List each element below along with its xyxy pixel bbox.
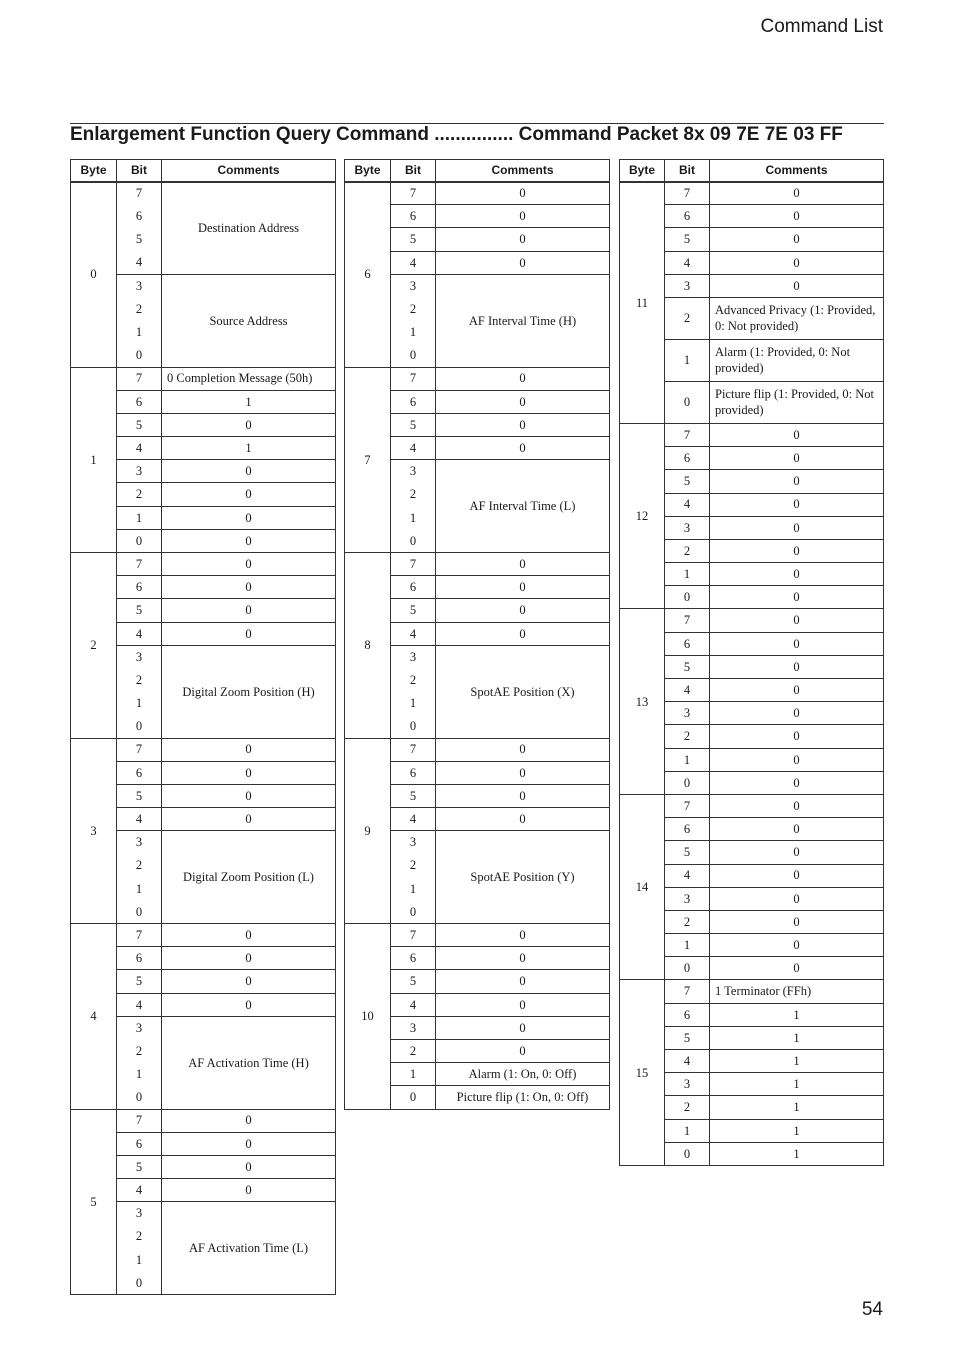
bit-number: 6 — [117, 761, 162, 784]
bit-number: 1 — [117, 321, 162, 344]
bit-number: 5 — [665, 470, 710, 493]
page-number: 54 — [861, 1299, 883, 1320]
bit-comment: 0 — [436, 205, 610, 228]
bit-comment: AF Interval Time (H) — [436, 274, 610, 367]
bit-header: Bit — [117, 160, 162, 182]
bit-number: 6 — [391, 576, 436, 599]
bit-comment: 0 — [162, 553, 336, 576]
byte-header: Byte — [71, 160, 117, 182]
byte-number: 14 — [620, 794, 665, 980]
byte-number: 11 — [620, 182, 665, 424]
bit-comment: 1 — [710, 1096, 884, 1119]
bit-number: 6 — [117, 947, 162, 970]
command-table-3 — [619, 159, 884, 1166]
bit-comment: 0 — [710, 934, 884, 957]
bit-number: 6 — [391, 761, 436, 784]
bit-number: 1 — [117, 1248, 162, 1271]
byte-number: 4 — [71, 924, 117, 1110]
bit-number: 1 — [391, 877, 436, 900]
bit-number: 5 — [117, 970, 162, 993]
bit-number: 7 — [391, 182, 436, 205]
bit-comment: 0 — [162, 970, 336, 993]
bit-header: Bit — [391, 160, 436, 182]
bit-comment: 0 — [436, 413, 610, 436]
bit-number: 3 — [391, 831, 436, 854]
bit-number: 2 — [117, 668, 162, 691]
section-title: Enlargement Function Query Command ............... Command Packet 8x 09 7E 7E 03 FF — [70, 124, 843, 145]
byte-header: Byte — [345, 160, 391, 182]
bit-comment: 0 — [710, 539, 884, 562]
byte-number: 6 — [345, 182, 391, 368]
table-header-row — [345, 160, 610, 182]
bit-number: 4 — [117, 1179, 162, 1202]
bit-number: 5 — [391, 228, 436, 251]
bit-number: 0 — [117, 900, 162, 923]
bit-number: 7 — [117, 553, 162, 576]
bit-comment: 0 — [436, 251, 610, 274]
bit-number: 2 — [117, 483, 162, 506]
bit-comment: 0 — [162, 1155, 336, 1178]
bit-comment: 0 — [710, 655, 884, 678]
table-row — [71, 924, 336, 947]
bit-number: 2 — [117, 297, 162, 320]
bit-number: 6 — [391, 205, 436, 228]
bit-number: 3 — [665, 274, 710, 297]
bit-number: 7 — [117, 924, 162, 947]
bit-comment: 0 — [710, 818, 884, 841]
bit-comment: 0 — [162, 460, 336, 483]
bit-comment: 0 — [710, 748, 884, 771]
table-row — [71, 367, 336, 390]
bit-number: 3 — [117, 831, 162, 854]
bit-number: 7 — [391, 924, 436, 947]
bit-comment: 0 — [710, 274, 884, 297]
bit-comment: 0 — [436, 993, 610, 1016]
bit-comment: 0 — [162, 1132, 336, 1155]
bit-number: 0 — [391, 715, 436, 738]
bit-comment: 0 — [436, 970, 610, 993]
bit-comment: 0 — [436, 390, 610, 413]
bit-number: 3 — [117, 1016, 162, 1039]
bit-number: 7 — [665, 423, 710, 446]
bit-number: 1 — [391, 321, 436, 344]
bit-number: 4 — [391, 993, 436, 1016]
byte-number: 9 — [345, 738, 391, 924]
bit-number: 6 — [665, 632, 710, 655]
bit-number: 6 — [117, 576, 162, 599]
bit-number: 2 — [391, 483, 436, 506]
bit-comment: 0 — [162, 1179, 336, 1202]
bit-number: 5 — [665, 228, 710, 251]
bit-comment: 0 — [436, 761, 610, 784]
bit-comment: 0 — [710, 957, 884, 980]
bit-number: 7 — [117, 182, 162, 205]
bit-number: 4 — [117, 622, 162, 645]
bit-number: 2 — [665, 910, 710, 933]
bit-comment: Alarm (1: Provided, 0: Not provided) — [710, 339, 884, 381]
bit-number: 5 — [665, 1026, 710, 1049]
bit-comment: 0 — [162, 1109, 336, 1132]
table-row — [71, 1109, 336, 1132]
bit-comment: 0 — [436, 924, 610, 947]
bit-comment: 0 — [710, 251, 884, 274]
bit-number: 3 — [117, 1202, 162, 1225]
bit-comment: Advanced Privacy (1: Provided, 0: Not provided) — [710, 297, 884, 339]
bit-number: 6 — [391, 390, 436, 413]
table-row — [620, 423, 884, 446]
bit-number: 0 — [117, 529, 162, 552]
bit-number: 0 — [391, 344, 436, 367]
bit-number: 5 — [391, 413, 436, 436]
byte-number: 10 — [345, 924, 391, 1110]
bit-comment: SpotAE Position (X) — [436, 645, 610, 738]
bit-number: 5 — [391, 784, 436, 807]
table-row — [620, 794, 884, 817]
table-row — [345, 924, 610, 947]
bit-number: 4 — [117, 251, 162, 274]
bit-number: 0 — [117, 715, 162, 738]
table-row — [345, 738, 610, 761]
bit-number: 3 — [665, 1073, 710, 1096]
bit-number: 5 — [117, 413, 162, 436]
bit-comment: Source Address — [162, 274, 336, 367]
bit-comment: Destination Address — [162, 182, 336, 275]
bit-number: 1 — [117, 506, 162, 529]
bit-number: 3 — [665, 516, 710, 539]
bit-comment: 0 — [436, 1039, 610, 1062]
byte-header: Byte — [620, 160, 665, 182]
bit-number: 4 — [665, 1050, 710, 1073]
bit-comment: 0 — [710, 725, 884, 748]
bit-number: 4 — [665, 493, 710, 516]
byte-number: 12 — [620, 423, 665, 609]
bit-comment: 0 — [710, 887, 884, 910]
bit-number: 7 — [391, 367, 436, 390]
bit-comment: Digital Zoom Position (L) — [162, 831, 336, 924]
bit-number: 1 — [665, 339, 710, 381]
bit-comment: 0 — [162, 576, 336, 599]
bit-number: 2 — [665, 725, 710, 748]
bit-comment: 0 Completion Message (50h) — [162, 367, 336, 390]
bit-comment: 0 — [162, 506, 336, 529]
bit-number: 2 — [117, 854, 162, 877]
bit-comment: 0 — [436, 784, 610, 807]
bit-number: 2 — [117, 1225, 162, 1248]
bit-comment: 1 — [710, 1142, 884, 1165]
bit-number: 5 — [391, 970, 436, 993]
bit-number: 2 — [665, 539, 710, 562]
bit-comment: 0 — [710, 679, 884, 702]
bit-comment: 0 — [710, 794, 884, 817]
bit-number: 1 — [665, 934, 710, 957]
bit-number: 2 — [665, 1096, 710, 1119]
table-row — [620, 980, 884, 1003]
bit-comment: 0 — [162, 529, 336, 552]
page-header-title: Command List — [760, 16, 883, 37]
table-row — [620, 609, 884, 632]
byte-number: 1 — [71, 367, 117, 553]
bit-comment: Alarm (1: On, 0: Off) — [436, 1063, 610, 1086]
bit-number: 1 — [117, 877, 162, 900]
comments-header: Comments — [436, 160, 610, 182]
bit-number: 6 — [391, 947, 436, 970]
bit-number: 1 — [117, 692, 162, 715]
bit-number: 0 — [117, 344, 162, 367]
bit-number: 4 — [117, 437, 162, 460]
bit-comment: 0 — [710, 493, 884, 516]
bit-comment: 0 — [436, 1016, 610, 1039]
table-header-row — [620, 160, 884, 182]
bit-comment: 0 — [162, 808, 336, 831]
bit-comment: AF Activation Time (L) — [162, 1202, 336, 1295]
bit-number: 3 — [117, 460, 162, 483]
bit-comment: 0 — [710, 910, 884, 933]
bit-number: 0 — [391, 900, 436, 923]
bit-number: 3 — [391, 460, 436, 483]
bit-number: 0 — [665, 381, 710, 423]
bit-comment: 0 — [162, 993, 336, 1016]
bit-comment: 0 — [710, 563, 884, 586]
bit-number: 3 — [117, 274, 162, 297]
bit-comment: 0 — [710, 447, 884, 470]
bit-comment: 0 — [162, 413, 336, 436]
bit-comment: AF Interval Time (L) — [436, 460, 610, 553]
bit-comment: 1 — [710, 1050, 884, 1073]
byte-number: 7 — [345, 367, 391, 553]
byte-number: 0 — [71, 182, 117, 368]
comments-header: Comments — [162, 160, 336, 182]
bit-number: 4 — [665, 679, 710, 702]
table-header-row — [71, 160, 336, 182]
bit-number: 6 — [665, 1003, 710, 1026]
bit-comment: 0 — [162, 924, 336, 947]
bit-number: 3 — [391, 274, 436, 297]
bit-number: 1 — [391, 692, 436, 715]
bit-comment: SpotAE Position (Y) — [436, 831, 610, 924]
bit-comment: 1 — [710, 1073, 884, 1096]
bit-comment: 1 — [162, 390, 336, 413]
bit-comment: 1 — [710, 1026, 884, 1049]
bit-number: 5 — [117, 784, 162, 807]
bit-comment: 0 — [162, 599, 336, 622]
bit-comment: 0 — [436, 437, 610, 460]
bit-comment: 0 — [162, 622, 336, 645]
bit-number: 4 — [665, 864, 710, 887]
bit-comment: 0 — [710, 228, 884, 251]
bit-number: 7 — [665, 794, 710, 817]
bit-number: 3 — [117, 645, 162, 668]
bit-comment: 0 — [710, 864, 884, 887]
bit-number: 0 — [665, 771, 710, 794]
bit-number: 0 — [391, 529, 436, 552]
bit-number: 6 — [665, 447, 710, 470]
table-row — [345, 553, 610, 576]
bit-number: 2 — [117, 1039, 162, 1062]
bit-number: 5 — [117, 1155, 162, 1178]
bit-number: 7 — [665, 609, 710, 632]
bit-comment: 0 — [436, 808, 610, 831]
bit-number: 5 — [117, 599, 162, 622]
bit-number: 3 — [391, 645, 436, 668]
bit-number: 4 — [665, 251, 710, 274]
bit-number: 0 — [117, 1086, 162, 1109]
bit-number: 0 — [665, 1142, 710, 1165]
table-row — [345, 367, 610, 390]
bit-number: 1 — [117, 1063, 162, 1086]
bit-comment: 0 — [710, 516, 884, 539]
bit-number: 4 — [391, 622, 436, 645]
bit-number: 7 — [391, 553, 436, 576]
bit-header: Bit — [665, 160, 710, 182]
bit-number: 2 — [665, 297, 710, 339]
bit-number: 1 — [665, 748, 710, 771]
bit-comment: 0 — [710, 841, 884, 864]
byte-number: 3 — [71, 738, 117, 924]
table-row — [620, 182, 884, 205]
bit-comment: 0 — [436, 738, 610, 761]
bit-number: 2 — [391, 668, 436, 691]
bit-comment: 0 — [162, 784, 336, 807]
comments-header: Comments — [710, 160, 884, 182]
bit-comment: 0 — [162, 483, 336, 506]
bit-comment: 1 — [710, 1003, 884, 1026]
bit-comment: 1 — [162, 437, 336, 460]
bit-number: 2 — [391, 854, 436, 877]
bit-comment: 0 — [710, 771, 884, 794]
bit-number: 7 — [665, 980, 710, 1003]
bit-comment: 0 — [436, 599, 610, 622]
bit-number: 5 — [665, 655, 710, 678]
bit-number: 2 — [391, 1039, 436, 1062]
bit-number: 4 — [391, 251, 436, 274]
bit-comment: Digital Zoom Position (H) — [162, 645, 336, 738]
bit-comment: 0 — [710, 702, 884, 725]
bit-number: 7 — [391, 738, 436, 761]
table-row — [71, 553, 336, 576]
bit-number: 2 — [391, 297, 436, 320]
bit-number: 4 — [391, 437, 436, 460]
bit-comment: 0 — [436, 228, 610, 251]
bit-number: 7 — [117, 1109, 162, 1132]
bit-comment: Picture flip (1: On, 0: Off) — [436, 1086, 610, 1109]
bit-number: 1 — [391, 1063, 436, 1086]
bit-number: 0 — [665, 957, 710, 980]
table-row — [71, 182, 336, 205]
bit-comment: 0 — [436, 367, 610, 390]
bit-number: 6 — [117, 205, 162, 228]
bit-number: 6 — [665, 205, 710, 228]
bit-number: 4 — [117, 993, 162, 1016]
bit-comment: 0 — [710, 586, 884, 609]
bit-number: 0 — [117, 1271, 162, 1294]
bit-number: 7 — [117, 367, 162, 390]
bit-number: 4 — [117, 808, 162, 831]
bit-comment: 0 — [436, 576, 610, 599]
bit-number: 0 — [391, 1086, 436, 1109]
bit-comment: 0 — [710, 182, 884, 205]
bit-comment: 0 — [436, 182, 610, 205]
bit-number: 3 — [665, 702, 710, 725]
bit-number: 6 — [665, 818, 710, 841]
bit-number: 7 — [117, 738, 162, 761]
bit-comment: 1 Terminator (FFh) — [710, 980, 884, 1003]
table-row — [71, 738, 336, 761]
byte-number: 8 — [345, 553, 391, 739]
bit-number: 6 — [117, 390, 162, 413]
bit-comment: 0 — [710, 609, 884, 632]
bit-comment: 0 — [710, 632, 884, 655]
command-table-2 — [344, 159, 610, 1110]
byte-number: 15 — [620, 980, 665, 1166]
bit-comment: Picture flip (1: Provided, 0: Not provided) — [710, 381, 884, 423]
bit-comment: 0 — [162, 738, 336, 761]
bit-comment: 0 — [436, 622, 610, 645]
bit-number: 0 — [665, 586, 710, 609]
bit-comment: 0 — [710, 205, 884, 228]
byte-number: 13 — [620, 609, 665, 795]
bit-number: 1 — [665, 563, 710, 586]
bit-comment: 0 — [710, 470, 884, 493]
bit-number: 5 — [665, 841, 710, 864]
bit-number: 5 — [117, 228, 162, 251]
bit-comment: 0 — [436, 553, 610, 576]
bit-number: 5 — [391, 599, 436, 622]
byte-number: 5 — [71, 1109, 117, 1295]
bit-number: 4 — [391, 808, 436, 831]
bit-comment: 0 — [436, 947, 610, 970]
bit-number: 1 — [665, 1119, 710, 1142]
bit-number: 1 — [391, 506, 436, 529]
bit-comment: AF Activation Time (H) — [162, 1016, 336, 1109]
bit-comment: 0 — [162, 761, 336, 784]
bit-number: 7 — [665, 182, 710, 205]
bit-number: 6 — [117, 1132, 162, 1155]
bit-comment: 0 — [162, 947, 336, 970]
table-row — [345, 182, 610, 205]
bit-comment: 0 — [710, 423, 884, 446]
bit-number: 3 — [665, 887, 710, 910]
bit-comment: 1 — [710, 1119, 884, 1142]
byte-number: 2 — [71, 553, 117, 739]
bit-number: 3 — [391, 1016, 436, 1039]
command-table-1 — [70, 159, 336, 1295]
